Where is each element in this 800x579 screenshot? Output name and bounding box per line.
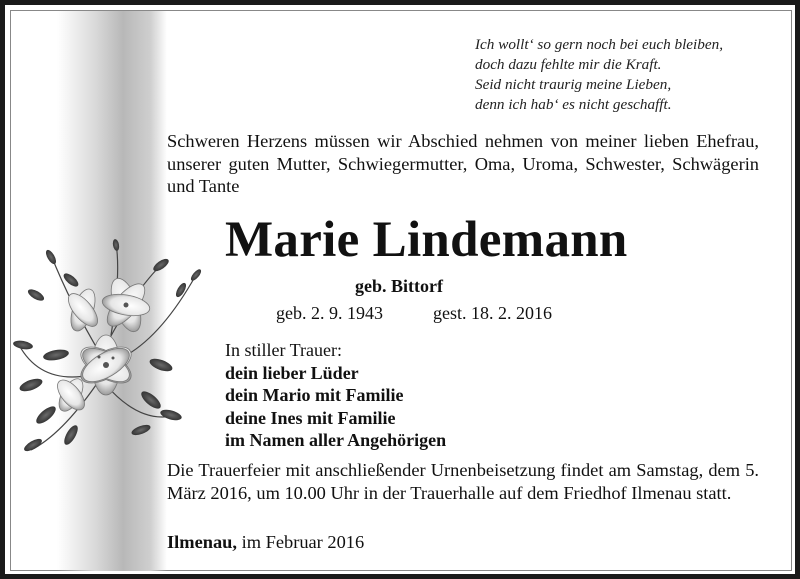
poem: [475, 35, 785, 115]
poem-line: denn ich hab‘ es nicht geschafft.: [475, 96, 672, 113]
mourner-line: dein Mario mit Familie: [225, 385, 404, 405]
mourner-line: im Namen aller Angehörigen: [225, 430, 447, 450]
place-date: [167, 532, 364, 553]
mourner-line: deine Ines mit Familie: [225, 407, 396, 428]
mourners-block: [225, 339, 446, 452]
place-date-text: im Februar 2016: [237, 532, 365, 552]
place-city: Ilmenau,: [167, 532, 237, 552]
maiden-name: geb. Bittorf: [355, 276, 443, 296]
intro-text: Schweren Herzens müssen wir Abschied nehmen von meiner lieben Ehefrau, unserer guten Mutter, Schwiegermutter, Oma, Uroma, Schwester, Schwägerin und Tante: [167, 131, 759, 196]
life-dates: [276, 303, 552, 324]
mourners-heading: In stiller Trauer:: [225, 340, 342, 360]
lily-bouquet-icon: [11, 235, 206, 465]
deceased-name: Marie Lindemann: [225, 212, 628, 268]
birth-date: geb. 2. 9. 1943: [276, 303, 383, 323]
poem-line: doch dazu fehlte mir die Kraft.: [475, 56, 662, 73]
poem-line: Seid nicht traurig meine Lieben,: [475, 76, 672, 93]
mourner-line: dein lieber Lüder: [225, 362, 359, 383]
death-date: gest. 18. 2. 2016: [433, 303, 552, 323]
service-announcement: Die Trauerfeier mit anschließender Urnenbeisetzung findet am Samstag, dem 5. März 2016, um 10.00 Uhr in der Trauerhalle auf dem Friedhof Ilmenau statt.: [167, 460, 759, 503]
poem-line: Ich wollt‘ so gern noch bei euch bleiben,: [475, 36, 723, 53]
